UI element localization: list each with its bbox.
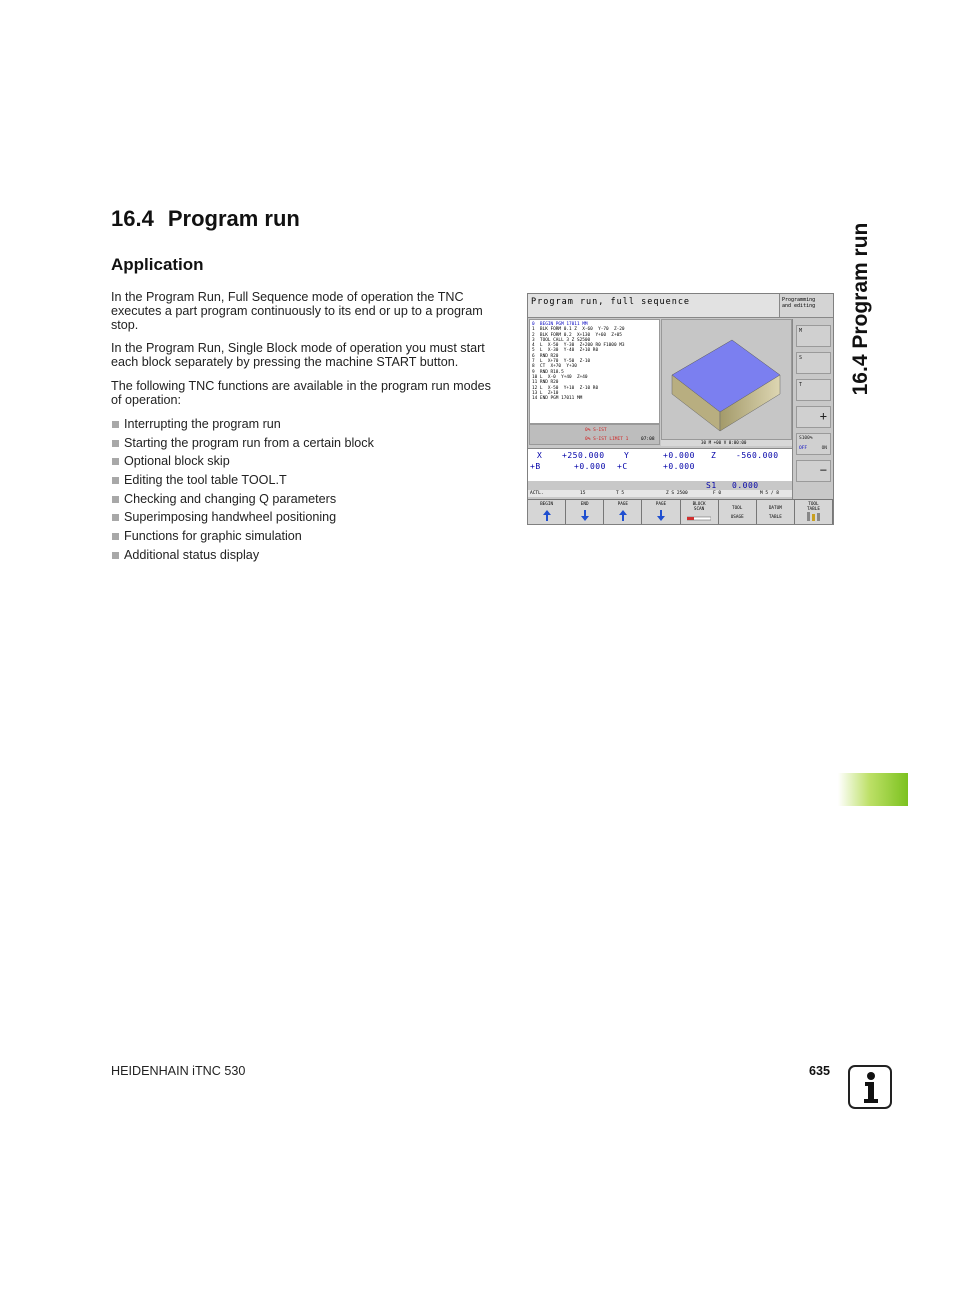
graphic-status-bar: 30 M +00 V 0:00:00 (661, 440, 792, 446)
softkey-row (528, 499, 833, 524)
axis-value: +0.000 (663, 462, 695, 471)
bullet-square-icon (112, 533, 119, 540)
program-line: 7 L X+70 Y-50 Z-10 (532, 359, 591, 365)
axis-value: +0.000 (663, 451, 695, 460)
paragraph-3: The following TNC functions are available in the program run modes of operation: (111, 379, 491, 408)
status-line: ACTL. 15 T 5 Z S 2500 F 0 M 5 / 8 (528, 490, 792, 497)
program-line: 12 L X-50 Y+10 Z-10 R0 (532, 385, 599, 391)
softkey-begin[interactable]: BEGIN (528, 500, 566, 525)
axis-value: -560.000 (736, 451, 779, 460)
axis-label: Y (624, 451, 630, 460)
program-line: 0 BEGIN PGM 17011 MM (532, 322, 657, 327)
section-title-text: Program run (167, 206, 300, 231)
axis-label: +C (617, 462, 628, 471)
program-line: 10 L X-0 Y+40 Z+40 (532, 374, 588, 380)
program-line: 13 L Z+10 (532, 390, 559, 396)
list-item: Superimposing handwheel positioning (111, 508, 374, 527)
list-item: Editing the tool table TOOL.T (111, 471, 374, 490)
spindle-override-toggle[interactable]: S100% OFF ON (796, 433, 831, 455)
page-number: 635 (809, 1064, 831, 1078)
bullet-square-icon (112, 514, 119, 521)
softkey-page-down[interactable]: PAGE (642, 500, 680, 525)
axis-label: X (537, 451, 543, 460)
override-readout: 0% S-IST (585, 428, 607, 433)
minus-icon[interactable]: − (796, 460, 831, 482)
tnc-screenshot (527, 293, 834, 525)
program-line: 1 BLK FORM 0.1 Z X-60 Y-70 Z-20 (532, 327, 625, 333)
position-display (528, 448, 792, 490)
bullet-square-icon (112, 477, 119, 484)
softkey-tool-table[interactable]: TOOL TABLE (795, 500, 833, 525)
program-line: 5 L X-30 Y-40 Z+10 R0 (532, 348, 599, 354)
program-line: 8 CT X+70 Y+30 (532, 364, 577, 370)
function-list (111, 415, 374, 565)
spindle-label: S1 (706, 481, 717, 490)
bullet-square-icon (112, 496, 119, 503)
list-item: Functions for graphic simulation (111, 527, 374, 546)
machine-function-panel (792, 319, 833, 499)
softkey-tool-usage[interactable]: TOOL USAGE (719, 500, 757, 525)
softkey-page-up[interactable]: PAGE (604, 500, 642, 525)
program-line: 9 RND R18.5 (532, 369, 564, 375)
s-function-button[interactable]: S (796, 352, 831, 374)
section-number: 16.4 (111, 206, 154, 231)
bullet-square-icon (112, 458, 119, 465)
plus-icon[interactable]: + (796, 406, 831, 428)
softkey-block-scan[interactable]: BLOCK SCAN (681, 500, 719, 525)
program-line: 14 END PGM 17011 MM (532, 396, 583, 402)
program-line: 2 BLK FORM 0.2 X+130 Y+60 Z+05 (532, 332, 622, 338)
paragraph-1: In the Program Run, Full Sequence mode of operation the TNC executes a part program continuously to its end or up to a program stop. (111, 290, 483, 333)
bullet-square-icon (112, 421, 119, 428)
chapter-thumb-tab (838, 773, 908, 806)
section-title (111, 206, 300, 232)
axis-label: Z (711, 451, 717, 460)
spindle-value: 0.000 (732, 481, 759, 490)
screen-mode-header: Program run, full sequence (528, 294, 779, 318)
bullet-square-icon (112, 552, 119, 559)
program-line: 6 RND R20 (532, 353, 559, 359)
workpiece-block-icon (662, 320, 791, 439)
axis-value: +0.000 (574, 462, 606, 471)
axis-value: +250.000 (562, 451, 605, 460)
arrow-down-icon (657, 510, 665, 523)
tool-icon (805, 512, 821, 523)
time-readout: 07:08 (641, 437, 655, 442)
softkey-datum-table[interactable]: DATUM TABLE (757, 500, 795, 525)
subheading: Application (111, 255, 204, 274)
screen-secondary-mode: Programming and editing (779, 294, 833, 318)
paragraph-2: In the Program Run, Single Block mode of operation you must start each block separately by pressing the machine START button. (111, 341, 485, 370)
info-icon (848, 1065, 892, 1109)
arrow-up-icon (619, 510, 627, 523)
program-line: 11 RND R20 (532, 380, 559, 386)
bullet-square-icon (112, 440, 119, 447)
arrow-up-icon (543, 510, 551, 523)
graphic-simulation (661, 319, 792, 440)
list-item: Additional status display (111, 546, 374, 565)
arrow-down-icon (581, 510, 589, 523)
program-line: 3 TOOL CALL 3 Z S2500 (532, 337, 591, 343)
program-listing (529, 319, 660, 424)
list-item: Starting the program run from a certain block (111, 434, 374, 453)
override-limit-readout: 0% S-IST LIMIT 1 (585, 437, 629, 442)
list-item: Interrupting the program run (111, 415, 374, 434)
program-line: 4 L X-50 Y-30 Z+200 R0 F1000 M3 (532, 343, 625, 349)
scan-icon (687, 516, 711, 523)
m-function-button[interactable]: M (796, 325, 831, 347)
side-chapter-title: 16.4 Program run (849, 222, 872, 396)
list-item: Optional block skip (111, 452, 374, 471)
footer-product: HEIDENHAIN iTNC 530 (111, 1064, 246, 1078)
list-item: Checking and changing Q parameters (111, 490, 374, 509)
t-function-button[interactable]: T (796, 379, 831, 401)
axis-label: +B (530, 462, 541, 471)
softkey-end[interactable]: END (566, 500, 604, 525)
